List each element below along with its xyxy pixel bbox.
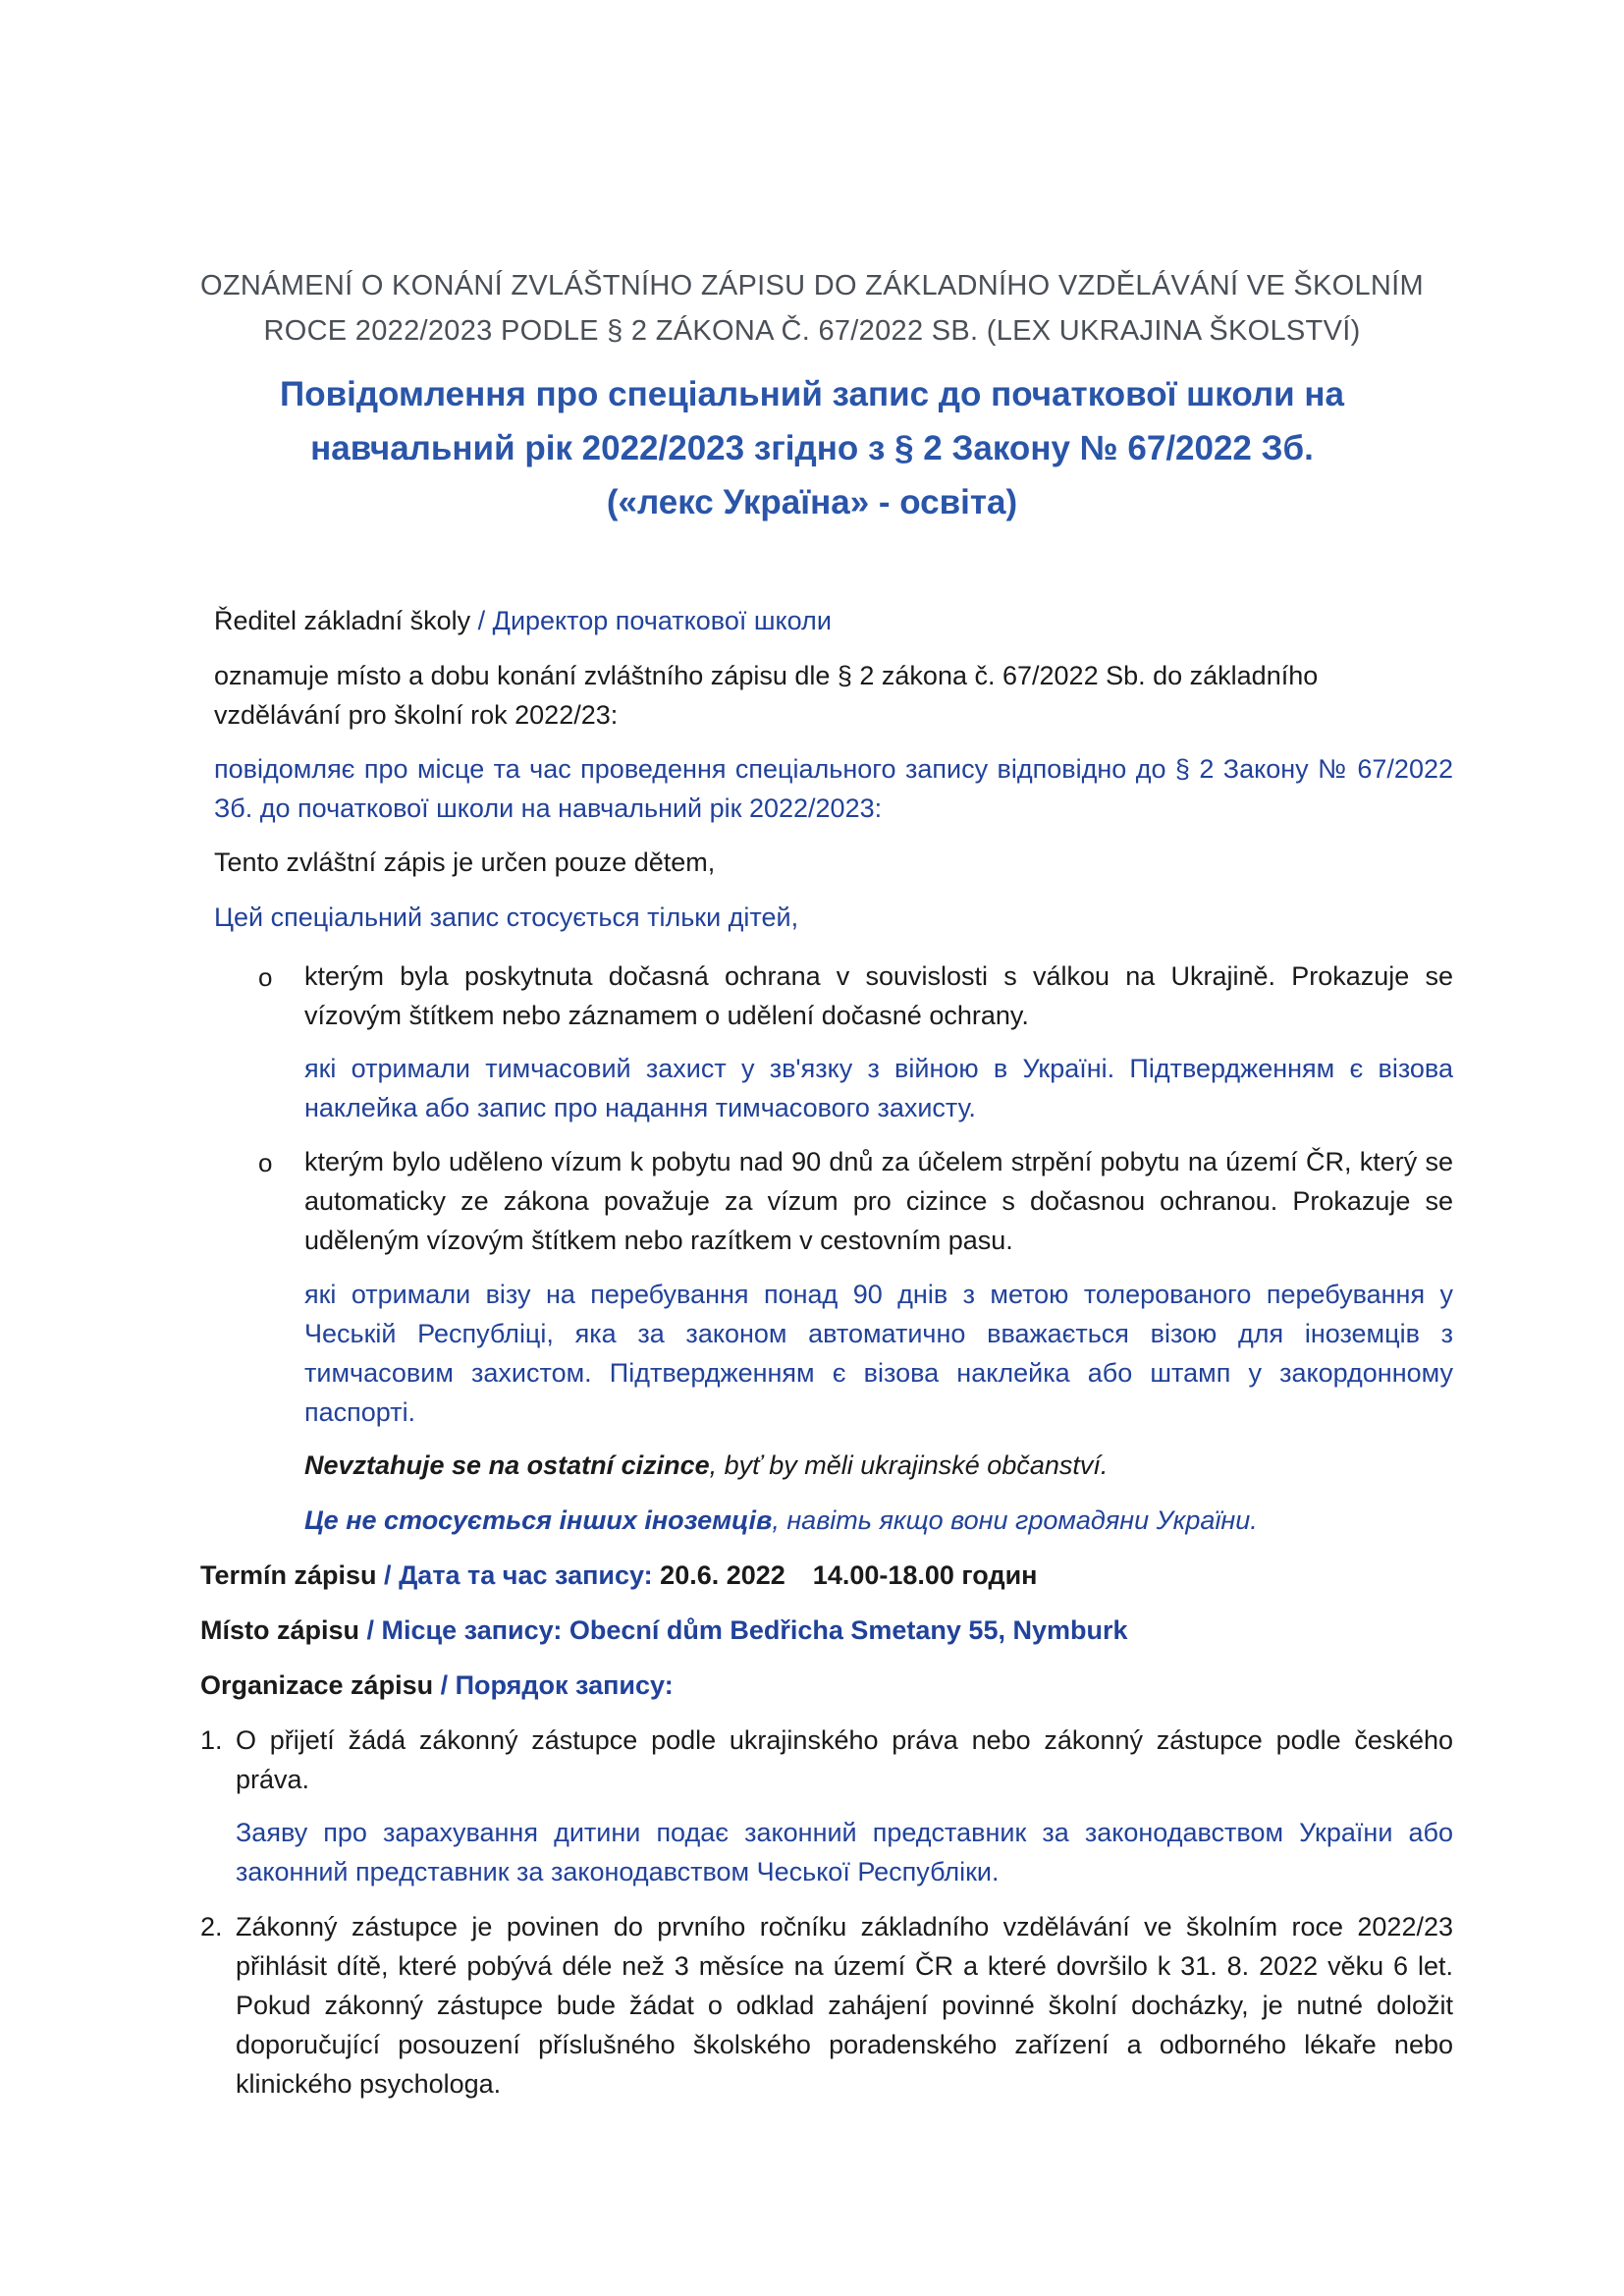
exclusion-cz-bold: Nevztahuje se na ostatní cizince: [304, 1450, 710, 1480]
item-2-cz: Zákonný zástupce je povinen do prvního ročníku základního vzdělávání ve školním roce 2022/23 přihlásit dítě, které pobývá déle než 3 měsíce na území ČR a které dovršilo k 31. 8. 2022 věku 6 let. Pokud zákonný zástupce bude žádat o odklad zahájení povinné školní docházky, je nutné doložit doporučující posouzení příslušného školského poradenského zařízení a odborného lékaře nebo klinického psychologa.: [236, 1912, 1453, 2099]
announcement-ua: повідомляє про місце та час проведення спеціального запису відповідно до § 2 Закону № 67/2022 Зб. до початкової школи на навчальний рік 2022/2023:: [214, 754, 1453, 823]
director-cz: Ředitel základní školy: [214, 606, 471, 635]
misto-line: [200, 1611, 1457, 1650]
bullet-1-cz: kterým byla poskytnuta dočasná ochrana v souvislosti s válkou na Ukrajině. Prokazuje se vízovým štítkem nebo záznamem o udělení dočasné ochrany.: [304, 961, 1453, 1030]
termin-line: [200, 1556, 1457, 1595]
item-1-cz: O přijetí žádá zákonný zástupce podle ukrajinského práva nebo zákonný zástupce podle českého práva.: [236, 1725, 1453, 1794]
title-czech-line-2: ROCE 2022/2023 PODLE § 2 ZÁKONA Č. 67/2022 SB. (LEX UKRAJINA ŠKOLSTVÍ): [263, 315, 1361, 347]
director-ua: Директор початкової школи: [492, 606, 832, 635]
misto-value: Obecní dům Bedřicha Smetany 55, Nymburk: [568, 1615, 1128, 1645]
title-ukrainian-line-3: («лекс Україна» - освіта): [606, 483, 1018, 521]
director-line: [214, 601, 1451, 640]
title-czech-line-1: OZNÁMENÍ O KONÁNÍ ZVLÁŠTNÍHO ZÁPISU DO ZÁKLADNÍHO VZDĚLÁVÁNÍ VE ŠKOLNÍM: [200, 270, 1424, 301]
title-ukrainian-line-1: Повідомлення про спеціальний запис до початкової школи на: [280, 375, 1344, 413]
title-czech: [157, 263, 1467, 354]
announcement-cz: oznamuje místo a dobu konání zvláštního zápisu dle § 2 zákona č. 67/2022 Sb. do základního vzdělávání pro školní rok 2022/23:: [214, 661, 1319, 730]
organizace-label-cz: Organizace zápisu: [200, 1670, 434, 1700]
director-separator: /: [470, 606, 493, 635]
bullet-2-cz: kterým bylo uděleno vízum k pobytu nad 90 dnů za účelem strpění pobytu na území ČR, který se automaticky ze zákona považuje za vízum pro cizince s dočasnou ochranou. Prokazuje se uděleným vízovým štítkem nebo razítkem v cestovním pasu.: [304, 1147, 1453, 1255]
misto-label-cz: Místo zápisu: [200, 1615, 360, 1645]
item-number-1: 1.: [200, 1725, 223, 1755]
misto-label-ua: Місце запису: [381, 1615, 554, 1645]
bullet-marker-1: o: [258, 962, 273, 992]
item-1-ua: Заяву про зарахування дитини подає законний представник за законодавством України або законний представник за законодавством Чеської Республіки.: [236, 1818, 1453, 1886]
item-number-2: 2.: [200, 1912, 223, 1941]
title-ukrainian-line-2: навчальний рік 2022/2023 згідно з § 2 Закону № 67/2022 Зб.: [310, 429, 1314, 467]
termin-label-cz: Termín zápisu: [200, 1560, 377, 1590]
exclusion-cz: [304, 1446, 1453, 1485]
exclusion-ua-rest: , навіть якщо вони громадяни України.: [772, 1505, 1258, 1535]
bullet-2-ua: які отримали візу на перебування понад 90 днів з метою толерованого перебування у Чеській Республіці, яка за законом автоматично вважається візою для іноземців з тимчасовим захистом. Підтвердженням є візова наклейка або штамп у закордонному паспорті.: [304, 1280, 1453, 1427]
termin-date: 20.6. 2022: [660, 1560, 785, 1590]
organizace-separator: /: [433, 1670, 456, 1700]
misto-separator: /: [359, 1615, 382, 1645]
bullet-1-ua: які отримали тимчасовий захист у зв'язку з війною в Україні. Підтвердженням є візова наклейка або запис про надання тимчасового захисту.: [304, 1054, 1453, 1122]
intended-ua: Цей спеціальний запис стосується тільки дітей,: [214, 902, 799, 932]
bullet-marker-2: o: [258, 1148, 273, 1177]
misto-colon: :: [553, 1615, 569, 1645]
exclusion-ua-bold: Це не стосується інших іноземців: [304, 1505, 773, 1535]
title-ukrainian: [157, 367, 1467, 529]
organizace-label-ua: Порядок запису:: [455, 1670, 674, 1700]
organizace-line: [200, 1666, 1457, 1705]
exclusion-ua: [304, 1501, 1453, 1540]
termin-time: 14.00-18.00 годин: [812, 1560, 1038, 1590]
intended-cz: Tento zvláštní zápis je určen pouze dětem,: [214, 847, 716, 877]
termin-colon: :: [643, 1560, 661, 1590]
termin-label-ua: Дата та час запису: [399, 1560, 644, 1590]
exclusion-cz-rest: , byť by měli ukrajinské občanství.: [709, 1450, 1109, 1480]
termin-separator: /: [376, 1560, 400, 1590]
